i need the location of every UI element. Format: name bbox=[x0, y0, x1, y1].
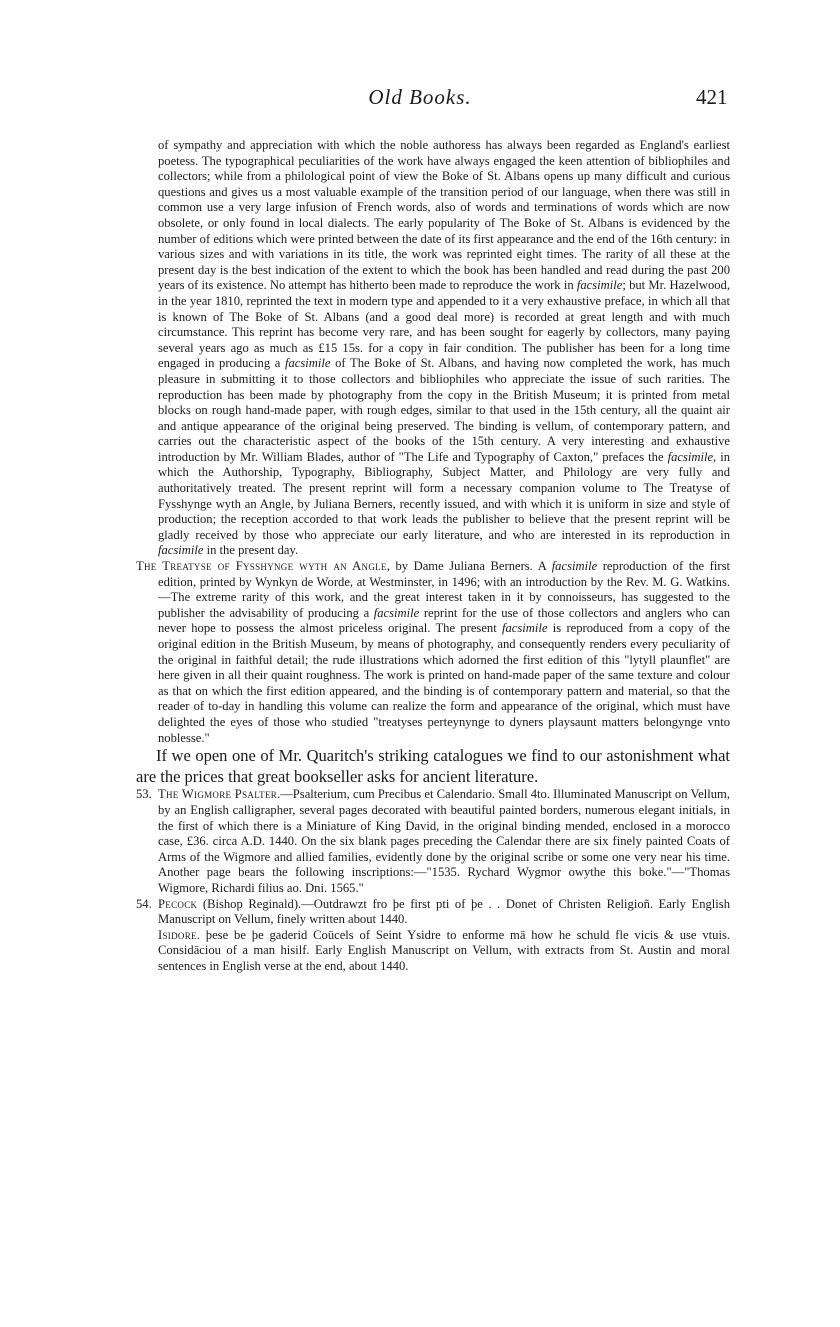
catalogue-number: 53. bbox=[136, 787, 152, 802]
page-number: 421 bbox=[696, 85, 728, 109]
catalogue-title: The Wigmore Psalter bbox=[158, 787, 278, 802]
treatyse-title: The Treatyse of Fysshynge wyth an Angle bbox=[136, 559, 387, 574]
page-body bbox=[136, 138, 730, 974]
continued-paragraph: of sympathy and appreciation with which the noble authoress has always been regarded as England's earliest poetess. The typographical peculiarities of the work have always engaged the keen attention of bibliophiles and collectors; while from a philological point of view the Boke of St. Albans opens up many difficult and curious questions and gives us a most valuable example of the transition period of our language, when there was still in common use a very large infusion of French words, also of words and terminations of words which are now obsolete, or only found in local dialects. The early popularity of The Boke of St. Albans is evidenced by the number of editions which were printed between the date of its first appearance and the end of the 16th century: in various sizes and with variations in its title, the work was reprinted eight times. The rarity of all these at the present day is the best indication of the extent to which the book has been handled and read during the past 200 years of its existence. No attempt has hitherto been made to reproduce the work in facsimile; but Mr. Hazelwood, in the year 1810, reprinted the text in modern type and appended to it a very exhaustive preface, in which all that is known of The Boke of St. Albans (and a good deal more) is recorded at great length and with much circumstance. This reprint has become very rare, and has been sought for eagerly by collectors, many paying several years ago as much as £15 15s. for a copy in fair condition. The publisher has been for a long time engaged in producing a facsimile of The Boke of St. Albans, and having now completed the work, has much pleasure in submitting it to those collectors and bibliophiles who appreciate the issue of such rarities. The reproduction has been made by photography from the copy in the British Museum; it is printed from metal blocks on rough hand-made paper, with rough edges, similar to that used in the 15th century, all the quaint air and antique appearance of the original being preserved. The binding is vellum, of contemporary pattern, and carries out the characteristic aspect of the books of the 15th century. A very interesting and exhaustive introduction by Mr. William Blades, author of "The Life and Typography of Caxton," prefaces the facsimile, in which the Authorship, Typography, Bibliography, Subject Matter, and Philology are very fully and authoritatively treated. The present reprint will form a necessary companion volume to The Treatyse of Fysshynge wyth an Angle, by Juliana Berners, recently issued, and with which it is uniform in size and style of production; the reception accorded to that work leads the publisher to believe that the present reprint will be gladly received by those who appreciate our early literature, and who are interested in its reproduction in facsimile in the present day. bbox=[158, 138, 731, 558]
running-title: Old Books. bbox=[368, 85, 472, 109]
catalogue-number: 54. bbox=[136, 896, 152, 911]
treatyse-entry: The Treatyse of Fysshynge wyth an Angle, by Dame Juliana Berners. A facsimile reproduction of the first edition, printed by Wynkyn de Worde, at Westminster, in 1496; with an introduction by the Rev. M. G. Watkins.—The extreme rarity of this work, and the great interest taken in it by connoisseurs, has suggested to the publisher the advisability of producing a facsimile reprint for the use of those collectors and anglers who can never hope to possess the almost priceless original. The present facsimile is reproduced from a copy of the original edition in the British Museum, by means of photography, and consequently renders every peculiarity of the original in faithful detail; the rude illustrations which adorned the first edition of this "lytyll plaunflet" are here given in all their quaint roughness. The work is printed on hand-made paper of the same texture and colour as that on which the first edition appeared, and the binding is of contemporary pattern and material, so that the reader of to-day in handling this volume can realize the form and appearance of the original, which must have delighted the eyes of those who studied "treatyses perteynynge to dyners playsaunt matters belongynge vnto noblesse." bbox=[136, 559, 730, 745]
catalogue-title: Pecock bbox=[158, 896, 198, 911]
catalogue-entry-54: 54. Pecock (Bishop Reginald).—Outdrawzt fro þe first pti of þe . . Donet of Christen Religioñ. Early English Manuscript on Vellum, finely written about 1440. bbox=[136, 896, 730, 927]
isidore-title: Isidore bbox=[158, 927, 197, 942]
catalogue-entry-53: 53. The Wigmore Psalter.—Psalterium, cum Precibus et Calendario. Small 4to. Illuminated Manuscript on Vellum, by an English calligrapher, several pages decorated with beautiful painted borders, numerous elegant initials, in the first of which there is a Miniature of King David, in the original binding mended, enclosed in a morocco case, £36. circa A.D. 1440. On the six blank pages preceding the Calendar there are six finely painted Coats of Arms of the Wigmore and allied families, evidently done by the original scribe or some one very near his time. Another page bears the following inscriptions:—"1535. Rychard Wygmor owythe this boke."—"Thomas Wigmore, Richardi filius ao. Dni. 1565." bbox=[136, 787, 730, 895]
quaritch-intro: If we open one of Mr. Quaritch's striking catalogues we find to our astonishment what are the prices that great bookseller asks for ancient literature. bbox=[136, 746, 730, 786]
isidore-entry: Isidore. þese be þe gaderid Coūcels of Seint Ysidre to enforme mā how he schuld fle vicis & use vtuis. Considāciou of a man hisilf. Early English Manuscript on Vellum, with extracts from St. Austin and moral sentences in English verse at the end, about 1440. bbox=[158, 927, 730, 973]
page-header bbox=[0, 85, 840, 121]
